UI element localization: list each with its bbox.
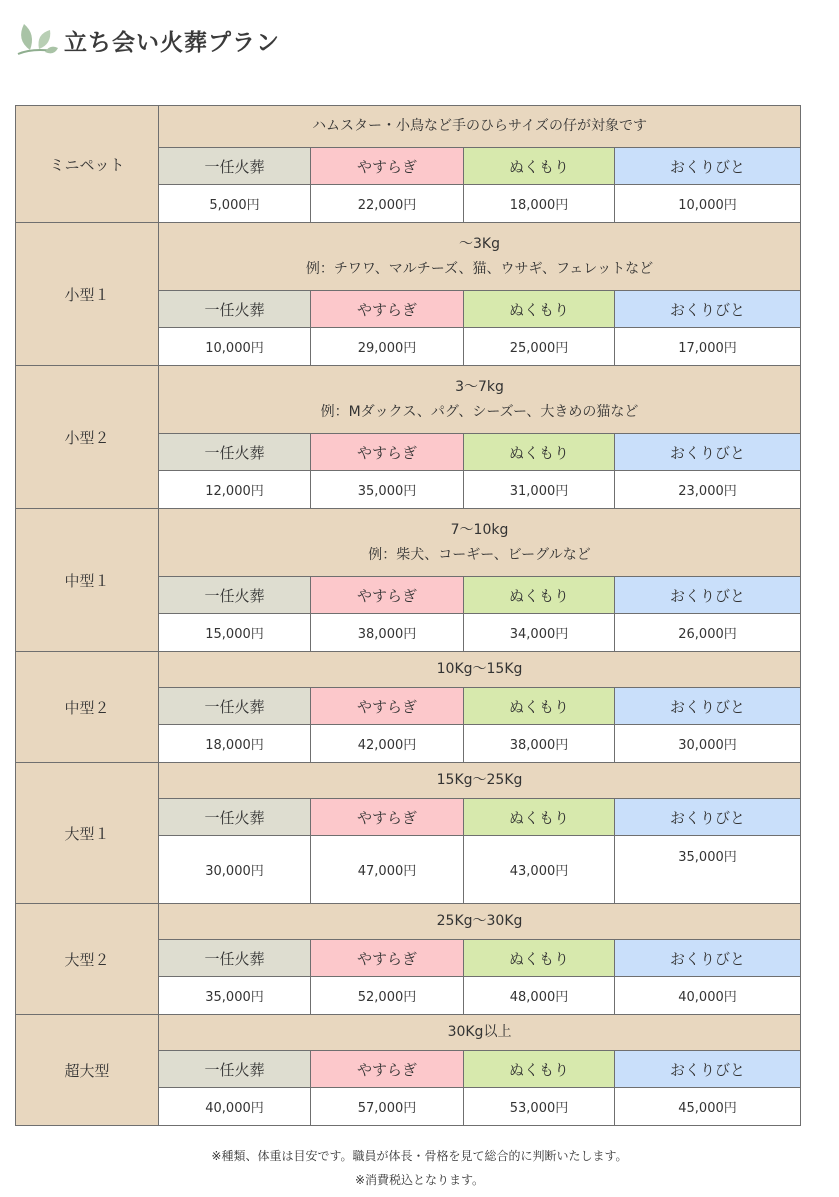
plan-name-okuribito: おくりびと [615, 1051, 801, 1088]
plan-name-yasuragi: やすらぎ [311, 577, 464, 614]
price-okuribito: 45,000円 [615, 1088, 801, 1126]
size-description [159, 904, 801, 940]
size-description [159, 763, 801, 799]
plan-name-nukumori: ぬくもり [464, 799, 615, 836]
plan-name-ichinin: 一任火葬 [159, 688, 311, 725]
size-category-header-row [16, 366, 801, 434]
plan-name-ichinin: 一任火葬 [159, 577, 311, 614]
price-yasuragi: 47,000円 [311, 836, 464, 904]
plan-name-yasuragi: やすらぎ [311, 1051, 464, 1088]
plan-name-ichinin: 一任火葬 [159, 434, 311, 471]
size-category-label: 大型２ [16, 904, 159, 1015]
page-title: 立ち会い火葬プラン [64, 29, 280, 56]
size-category-label: 超大型 [16, 1015, 159, 1126]
size-description [159, 509, 801, 577]
price-ichinin: 35,000円 [159, 977, 311, 1015]
plan-name-yasuragi: やすらぎ [311, 688, 464, 725]
plan-name-nukumori: ぬくもり [464, 940, 615, 977]
plan-name-okuribito: おくりびと [615, 577, 801, 614]
plan-name-nukumori: ぬくもり [464, 688, 615, 725]
price-okuribito: 10,000円 [615, 185, 801, 223]
price-nukumori: 31,000円 [464, 471, 615, 509]
price-ichinin: 15,000円 [159, 614, 311, 652]
size-description [159, 223, 801, 291]
price-okuribito: 23,000円 [615, 471, 801, 509]
plan-name-yasuragi: やすらぎ [311, 291, 464, 328]
price-okuribito: 30,000円 [615, 725, 801, 763]
price-okuribito: 26,000円 [615, 614, 801, 652]
price-yasuragi: 35,000円 [311, 471, 464, 509]
plan-name-okuribito: おくりびと [615, 940, 801, 977]
plan-name-nukumori: ぬくもり [464, 291, 615, 328]
plan-name-nukumori: ぬくもり [464, 1051, 615, 1088]
size-category-label: 大型１ [16, 763, 159, 904]
price-yasuragi: 38,000円 [311, 614, 464, 652]
plan-name-yasuragi: やすらぎ [311, 434, 464, 471]
price-nukumori: 18,000円 [464, 185, 615, 223]
size-description-line: 25Kg〜30Kg [436, 913, 523, 930]
size-description-line: 例：柴犬、コーギー、ビーグルなど [368, 546, 591, 563]
size-description-line: 30Kg以上 [447, 1024, 512, 1041]
plan-name-ichinin: 一任火葬 [159, 148, 311, 185]
size-category-label: 中型１ [16, 509, 159, 652]
size-category-label: 小型２ [16, 366, 159, 509]
size-description-line: 10Kg〜15Kg [436, 661, 523, 678]
price-nukumori: 43,000円 [464, 836, 615, 904]
size-description-line: 例：チワワ、マルチーズ、猫、ウサギ、フェレットなど [305, 260, 654, 277]
size-category-header-row [16, 652, 801, 688]
plan-name-yasuragi: やすらぎ [311, 940, 464, 977]
size-category-header-row [16, 1015, 801, 1051]
leaf-icon [14, 18, 58, 62]
price-ichinin: 18,000円 [159, 725, 311, 763]
size-description-line: 〜3Kg [459, 236, 500, 252]
price-ichinin: 10,000円 [159, 328, 311, 366]
price-nukumori: 53,000円 [464, 1088, 615, 1126]
price-nukumori: 34,000円 [464, 614, 615, 652]
plan-name-okuribito: おくりびと [615, 688, 801, 725]
price-yasuragi: 22,000円 [311, 185, 464, 223]
price-okuribito: 40,000円 [615, 977, 801, 1015]
note-tax-included: ※消費税込となります。 [354, 1173, 485, 1187]
plan-name-ichinin: 一任火葬 [159, 1051, 311, 1088]
size-description-line: 例：Mダックス、パグ、シーズー、大きめの猫など [320, 403, 639, 420]
price-yasuragi: 52,000円 [311, 977, 464, 1015]
plan-name-nukumori: ぬくもり [464, 434, 615, 471]
plan-name-yasuragi: やすらぎ [311, 148, 464, 185]
plan-name-ichinin: 一任火葬 [159, 940, 311, 977]
size-description [159, 366, 801, 434]
size-description-line: 3〜7kg [455, 379, 504, 395]
size-category-label: ミニペット [16, 106, 159, 223]
size-description-line: ハムスター・小鳥など手のひらサイズの仔が対象です [312, 118, 647, 135]
plan-name-yasuragi: やすらぎ [311, 799, 464, 836]
size-description-line: 15Kg〜25Kg [436, 772, 523, 789]
size-category-header-row [16, 904, 801, 940]
size-category-header-row [16, 509, 801, 577]
price-yasuragi: 42,000円 [311, 725, 464, 763]
size-category-label: 小型１ [16, 223, 159, 366]
price-okuribito: 17,000円 [615, 328, 801, 366]
plan-name-okuribito: おくりびと [615, 148, 801, 185]
price-nukumori: 25,000円 [464, 328, 615, 366]
plan-name-okuribito: おくりびと [615, 291, 801, 328]
page-header [14, 18, 280, 62]
price-okuribito: 35,000円 [615, 836, 801, 904]
price-ichinin: 30,000円 [159, 836, 311, 904]
size-category-header-row [16, 763, 801, 799]
note-size-guideline: ※種類、体重は目安です。職員が体長・骨格を見て総合的に判断いたします。 [211, 1149, 628, 1163]
size-category-label: 中型２ [16, 652, 159, 763]
size-description-line: 7〜10kg [450, 522, 509, 538]
price-table [15, 105, 801, 1126]
price-ichinin: 40,000円 [159, 1088, 311, 1126]
plan-name-ichinin: 一任火葬 [159, 799, 311, 836]
size-description [159, 106, 801, 148]
size-category-header-row [16, 106, 801, 148]
price-ichinin: 12,000円 [159, 471, 311, 509]
plan-name-nukumori: ぬくもり [464, 577, 615, 614]
size-description [159, 652, 801, 688]
plan-name-okuribito: おくりびと [615, 434, 801, 471]
price-yasuragi: 57,000円 [311, 1088, 464, 1126]
price-ichinin: 5,000円 [159, 185, 311, 223]
price-nukumori: 38,000円 [464, 725, 615, 763]
plan-name-nukumori: ぬくもり [464, 148, 615, 185]
size-description [159, 1015, 801, 1051]
size-category-header-row [16, 223, 801, 291]
plan-name-ichinin: 一任火葬 [159, 291, 311, 328]
price-nukumori: 48,000円 [464, 977, 615, 1015]
plan-name-okuribito: おくりびと [615, 799, 801, 836]
price-yasuragi: 29,000円 [311, 328, 464, 366]
